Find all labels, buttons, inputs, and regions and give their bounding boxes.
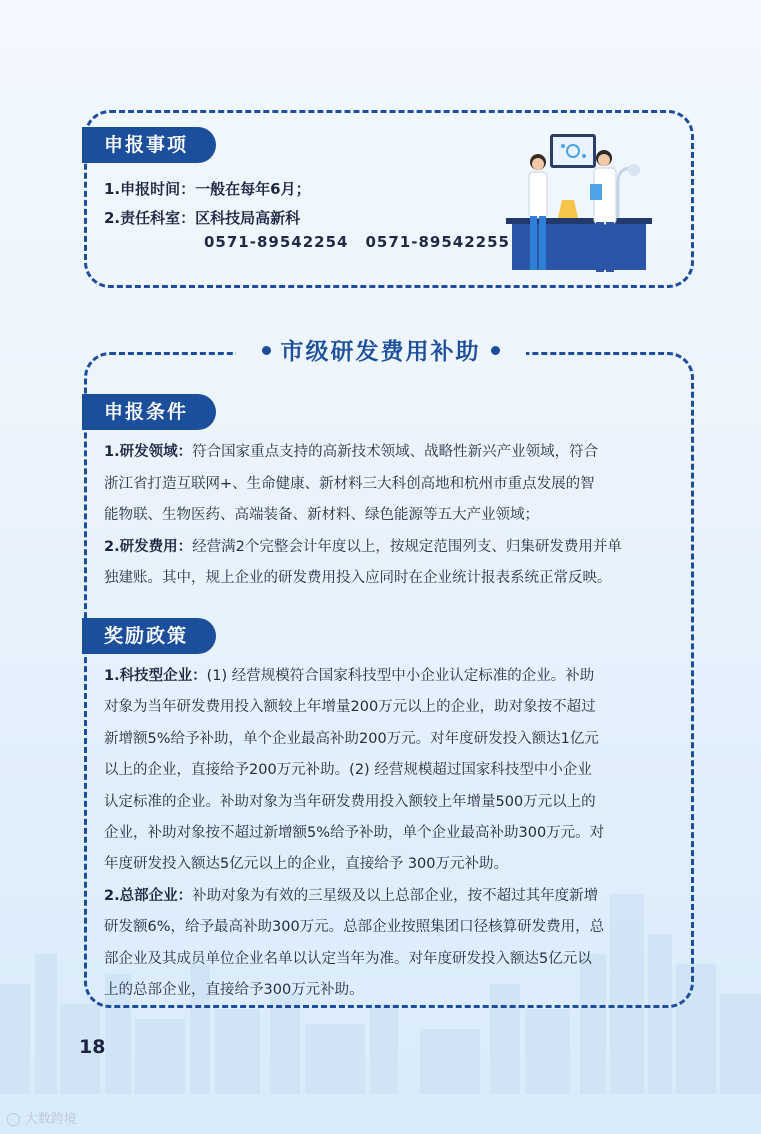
condition-line	[104, 437, 598, 468]
phone-numbers	[204, 233, 527, 251]
application-time-label: 1.申报时间：	[104, 180, 196, 198]
application-time-line	[104, 174, 311, 205]
rd-subsidy-title-text: 市级研发费用补助	[280, 339, 481, 365]
reward-label: 2.总部企业：	[104, 887, 193, 904]
bullet-dot-right-icon	[491, 346, 500, 355]
section-tag-conditions: 申报条件	[86, 394, 216, 430]
reward-text: 以上的企业，直接给予200万元补助。(2) 经营规模超过国家科技型中小企业	[104, 762, 592, 779]
condition-label: 1.研发领域：	[104, 444, 193, 460]
condition-text: 独建账。其中，规上企业的研发费用投入应同时在企业统计报表系统正常反映。	[104, 570, 612, 586]
condition-text: 符合国家重点支持的高新技术领域、战略性新兴产业领域，符合	[192, 444, 599, 460]
condition-text: 浙江省打造互联网+、生命健康、新材料三大科创高地和杭州市重点发展的智	[104, 475, 595, 492]
reward-line	[104, 661, 594, 692]
reward-line	[104, 849, 508, 880]
watermark-logo-icon: ◯	[6, 1112, 21, 1127]
watermark-text: 大数跨境	[24, 1112, 77, 1127]
reward-text: 年度研发投入额达5亿元以上的企业，直接给予 300万元补助。	[104, 856, 509, 873]
responsible-dept-label: 2.责任科室：	[104, 209, 196, 227]
condition-line	[104, 500, 539, 531]
reward-line	[104, 975, 364, 1006]
reward-text: 上的总部企业，直接给予300万元补助。	[104, 982, 364, 998]
reward-line	[104, 724, 599, 755]
application-time-text: 一般在每年6月；	[195, 180, 311, 198]
reward-line	[104, 692, 596, 723]
bullet-dot-left-icon	[262, 346, 271, 355]
watermark	[6, 1108, 77, 1127]
condition-line	[104, 532, 622, 563]
condition-line	[104, 563, 612, 594]
page-number: 18	[79, 1036, 106, 1058]
condition-line	[104, 469, 595, 500]
reward-line	[104, 944, 592, 975]
reward-text: 研发额6%，给予最高补助300万元。总部企业按照集团口径核算研发费用，总	[104, 919, 605, 936]
condition-label: 2.研发费用：	[104, 538, 193, 555]
responsible-dept-text: 区科技局高新科	[195, 209, 301, 227]
reward-line	[104, 818, 604, 849]
responsible-dept-line	[104, 203, 300, 234]
reward-line	[104, 912, 604, 943]
condition-text: 能物联、生物医药、高端装备、新材料、绿色能源等五大产业领域；	[104, 507, 539, 523]
reward-line	[104, 755, 592, 786]
reward-label: 1.科技型企业：	[104, 668, 207, 684]
reward-text: 部企业及其成员单位企业名单以认定当年为准。对年度研发投入额达5亿元以	[104, 950, 592, 967]
scientists-illustration	[500, 130, 660, 280]
reward-line	[104, 881, 598, 912]
reward-text: 认定标准的企业。补助对象为当年研发费用投入额较上年增量500万元以上的	[104, 793, 596, 810]
section-tag-rewards: 奖励政策	[86, 618, 216, 654]
phone-1: 0571-89542254	[204, 233, 349, 251]
reward-text: 补助对象为有效的三星级及以上总部企业，按不超过其年度新增	[192, 887, 599, 904]
reward-text: 企业，补助对象按不超过新增额5%给予补助，单个企业最高补助300万元。对	[104, 825, 605, 841]
reward-line	[104, 787, 596, 818]
condition-text: 经营满2个完整会计年度以上，按规定范围列支、归集研发费用并单	[192, 538, 622, 555]
phone-2: 0571-89542255	[365, 233, 510, 251]
section-tag-application: 申报事项	[86, 127, 216, 163]
reward-text: 新增额5%给予补助，单个企业最高补助200万元。对年度研发投入额达1亿元	[104, 730, 599, 747]
rd-subsidy-title	[236, 334, 526, 370]
rd-subsidy-title-wrap	[0, 334, 761, 370]
reward-text: (1) 经营规模符合国家科技型中小企业认定标准的企业。补助	[206, 668, 595, 684]
reward-text: 对象为当年研发费用投入额较上年增量200万元以上的企业，助对象按不超过	[104, 699, 596, 716]
